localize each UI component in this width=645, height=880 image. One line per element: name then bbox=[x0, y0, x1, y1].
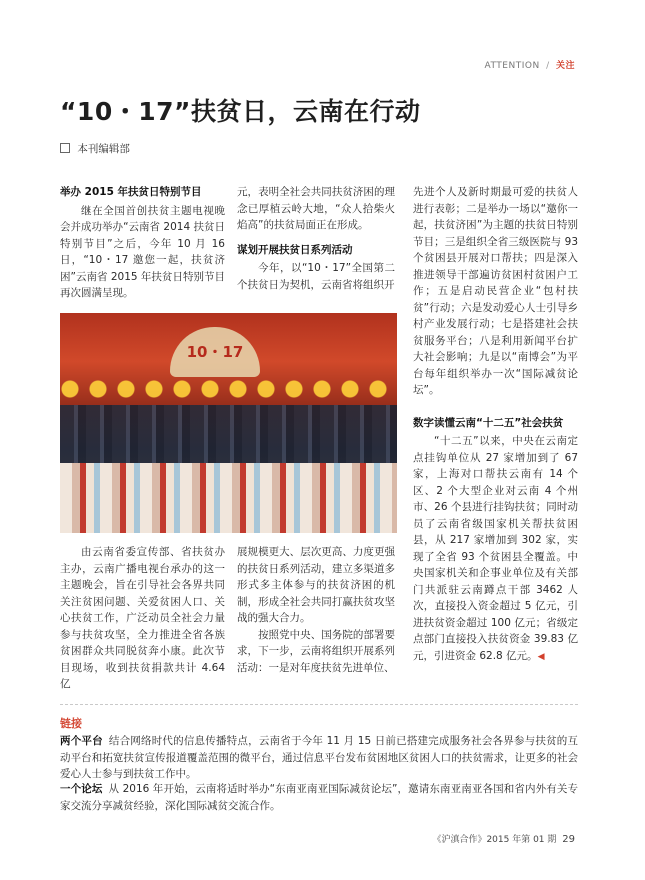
sidebar-note-platforms bbox=[60, 733, 578, 783]
note-title: 两个平台 bbox=[60, 735, 103, 747]
heading-series-activities: 谋划开展扶贫日系列活动 bbox=[237, 243, 353, 256]
paragraph: 元，表明全社会共同扶贫济困的理念已厚植云岭大地，“众人拾柴火焰高”的扶贫局面正在形成。 bbox=[237, 186, 395, 231]
paragraph bbox=[413, 433, 578, 665]
performers-row bbox=[60, 463, 397, 533]
stage-banner bbox=[170, 327, 260, 377]
paragraph: 继在全国首创扶贫主题电视晚会并成功举办“云南省 2014 扶贫日特别节目”之后，今年 10 月 16 日，“10・17 邀您一起，扶贫济困”云南省 2015 年扶贫日特别节目再次圆满呈现。 bbox=[60, 204, 225, 299]
lanterns-decoration bbox=[60, 375, 397, 405]
column-2-bottom bbox=[237, 544, 395, 676]
heading-numbers: 数字读懂云南“十二五”社会扶贫 bbox=[413, 416, 564, 429]
byline bbox=[60, 141, 130, 156]
section-header bbox=[485, 58, 576, 71]
sidebar-label: 链接 bbox=[60, 717, 82, 730]
event-photo bbox=[60, 313, 397, 533]
paragraph-text: “十二五”以来，中央在云南定点挂钩单位从 27 家增加到了 67 家，上海对口帮扶云南有 14 个区、2 个大型企业对云南 4 个州市、26 个县进行挂钩扶贫；同时动员了云南省级国家机关帮扶贫困县，从 217 家增加到 302 家，实现了全省 93 个贫困县全覆盖。中央国家机关和企事业单位及有关部门共派驻云南蹲点干部 3462 人次，直接投入资金超过 5 亿元，引进扶贫资金超过 100 亿元；省级定点部门直接投入扶贫资金 39.83 亿元，引进资金 62.8 亿元。 bbox=[413, 435, 578, 662]
sidebar-note-forum bbox=[60, 781, 578, 814]
byline-box-icon bbox=[60, 143, 70, 153]
column-3 bbox=[413, 184, 578, 665]
column-2-top bbox=[237, 184, 395, 293]
section-label-cn: 关注 bbox=[555, 61, 575, 71]
paragraph: 展规模更大、层次更高、力度更强的扶贫日系列活动，建立多渠道多形式多主体参与的扶贫济困的机制，形成全社会共同打赢扶贫攻坚战的强大合力。 bbox=[237, 546, 395, 624]
byline-author: 本刊编辑部 bbox=[77, 143, 130, 155]
end-mark-icon: ◀ bbox=[537, 651, 545, 662]
note-text: 结合网络时代的信息传播特点，云南省于今年 11 月 15 日前已搭建完成服务社会各界参与扶贫的互动平台和拓宽扶贫宣传报道覆盖范围的微平台，通过信息平台发布贫困地区贫困人口的扶贫需求，让更多的社会爱心人士参与到扶贫工作中。 bbox=[60, 735, 579, 780]
paragraph: 先进个人及新时期最可爱的扶贫人进行表彰；二是举办一场以“邀你一起，扶贫济困”为主题的扶贫日特别节目；三是组织全省三级医院与 93 个贫困县开展对口帮扶；四是深入推进领导干部遍访贫困村贫困户工作；五是启动民营企业“包村扶贫”行动；六是发动爱心人士引导乡村产业发展行动；七是搭建社会扶贫服务平台；八是利用新闻平台扩大社会影响；九是以“南博会”为平台每年组织举办一次“国际减贫论坛”。 bbox=[413, 186, 578, 396]
stage-banner-text: 10・17 bbox=[186, 343, 244, 361]
article-title: “10・17”扶贫日，云南在行动 bbox=[60, 97, 421, 126]
sidebar-divider bbox=[60, 704, 578, 705]
column-1-top bbox=[60, 184, 225, 302]
note-title: 一个论坛 bbox=[60, 783, 103, 795]
note-text: 从 2016 年开始，云南将适时举办“东南亚南亚国际减贫论坛”，邀请东南亚南亚各国和省内外有关专家交流分享减贫经验，深化国际减贫交流合作。 bbox=[60, 783, 579, 812]
column-1-bottom bbox=[60, 544, 225, 693]
officials-row bbox=[60, 405, 397, 465]
paragraph: 由云南省委宣传部、省扶贫办主办，云南广播电视台承办的这一主题晚会，旨在引导社会各界共同关注贫困问题、关爱贫困人口、关心扶贫工作，广泛动员全社会力量参与扶贫攻坚，全力推进全省各族贫困群众共同脱贫奔小康。此次节目现场，收到扶贫捐款共计 4.64 亿 bbox=[60, 546, 225, 690]
heading-special-program: 举办 2015 年扶贫日特别节目 bbox=[60, 186, 202, 198]
page-footer bbox=[432, 832, 575, 845]
section-label-en: ATTENTION bbox=[484, 61, 540, 71]
paragraph: 今年，以“10・17”全国第二个扶贫日为契机，云南省将组织开 bbox=[237, 262, 395, 291]
page-number: 29 bbox=[562, 834, 575, 845]
paragraph: 按照党中央、国务院的部署要求，下一步，云南将组织开展系列活动：一是对年度扶贫先进单位、 bbox=[237, 628, 395, 674]
section-separator: / bbox=[546, 61, 550, 71]
journal-issue: 《沪滇合作》2015 年第 01 期 bbox=[432, 835, 557, 845]
